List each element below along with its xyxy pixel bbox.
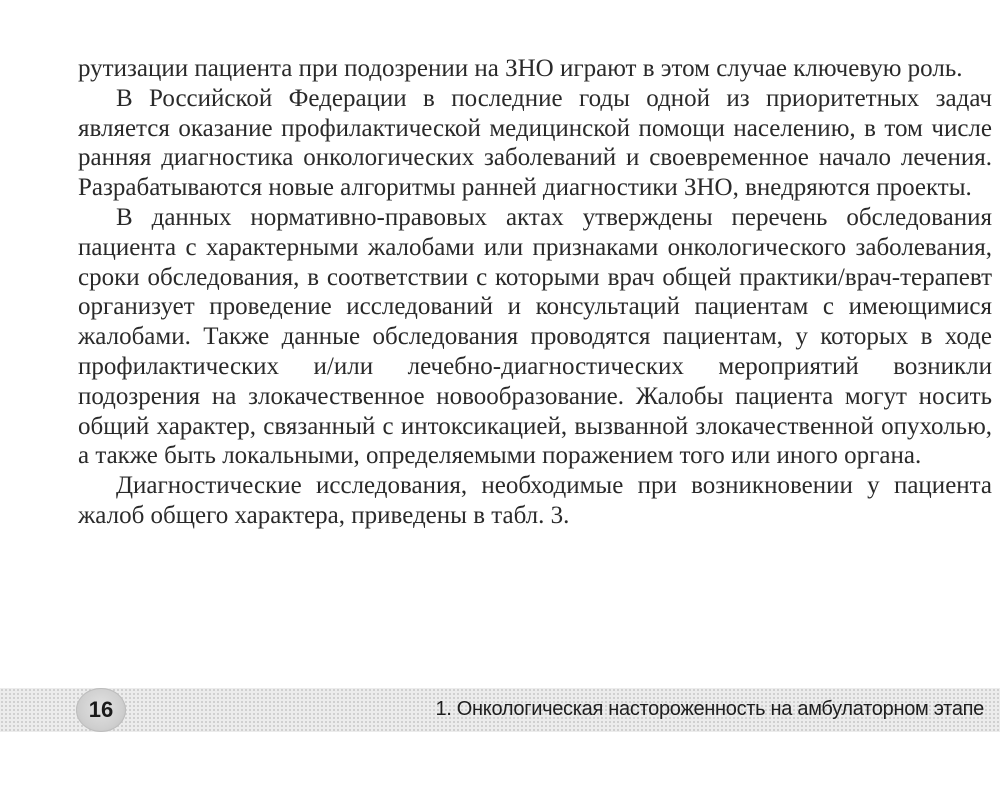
paragraph-3: В данных нормативно-правовых актах утверждены перечень обследования пациента с характерными жалобами или признаками онкологического заболевания, сроки обследования, в соответствии с которыми врач общей практики/врач-терапевт организует проведение исследований и консультаций пациентам с имеющимися жалобами. Также данные обследования проводятся пациентам, у которых в ходе профилактических и/или лечебно-диагностических мероприятий возникли подозрения на злокачественное новообразование. Жалобы пациента могут носить общий характер, связанный с интоксикацией, вызванной злокачественной опухолью, а также быть локальными, определяемыми поражением того или иного органа.: [78, 203, 992, 470]
running-footer-chapter-title: 1. Онкологическая настороженность на амбулаторном этапе: [435, 698, 984, 720]
paragraph-1: рутизации пациента при подозрении на ЗНО играют в этом случае ключевую роль.: [78, 55, 963, 82]
paragraph-2: В Российской Федерации в последние годы одной из приоритетных задач является оказание профилактической медицинской помощи населению, в том числе ранняя диагностика онкологических заболеваний и своевременное начало лечения. Разрабатываются новые алгоритмы ранней диагностики ЗНО, внедряются проекты.: [78, 84, 992, 202]
body-text: [78, 54, 992, 531]
page-number: 16: [76, 688, 126, 732]
paragraph-4: Диагностические исследования, необходимые при возникновении у пациента жалоб общего характера, приведены в табл. 3.: [78, 472, 992, 529]
